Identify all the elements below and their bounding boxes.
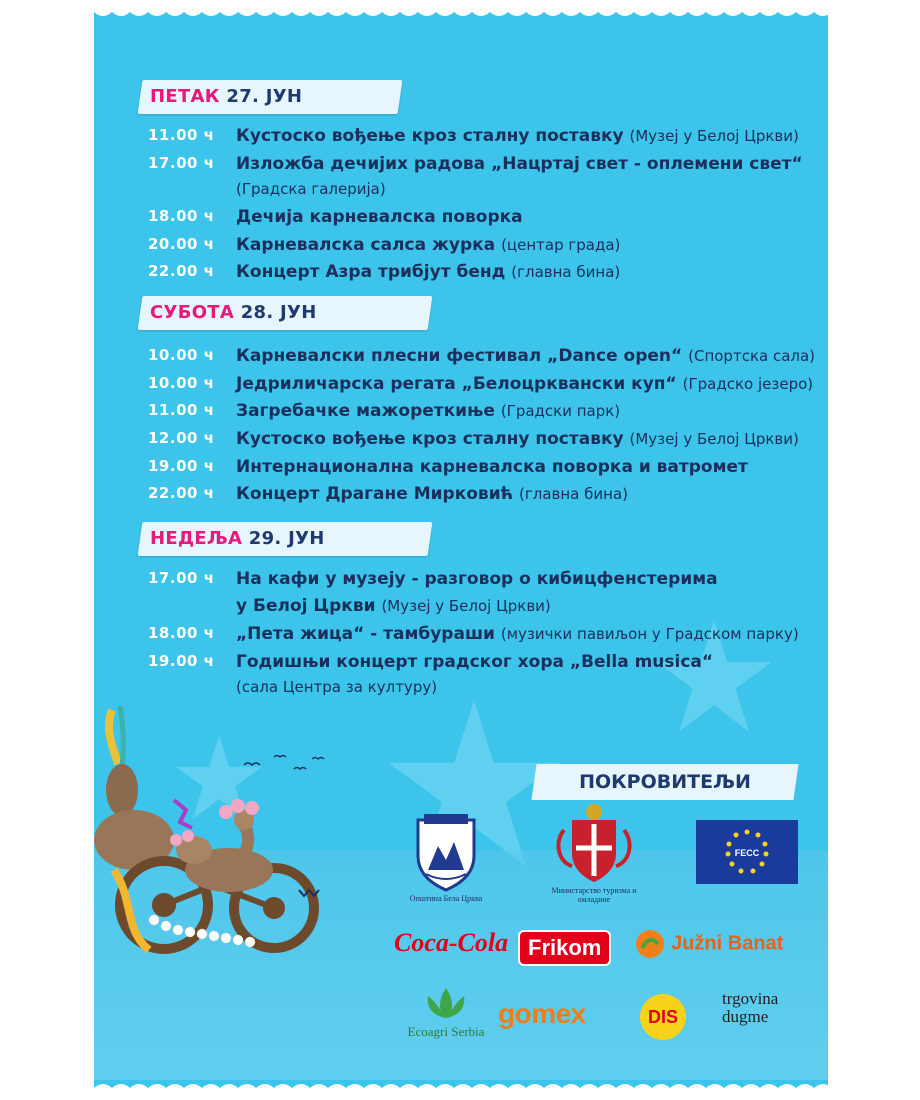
top-wave-border [94, 0, 828, 22]
event-time: 11.00 ч [148, 401, 215, 419]
ecoagri-logo [406, 986, 486, 1046]
event-location: (главна бина) [519, 485, 628, 503]
event-location: (Спортска сала) [688, 347, 816, 365]
coat-of-arms-icon [404, 812, 488, 892]
event-title: Концерт Азра трибјут бенд [236, 262, 506, 282]
bottom-wave-border [94, 1078, 828, 1100]
ministry-logo [544, 802, 644, 914]
event-time: 19.00 ч [148, 457, 215, 475]
eu-flag-icon [696, 820, 798, 884]
event-time: 22.00 ч [148, 262, 215, 280]
event-title: Загребачке мажореткиње [236, 401, 495, 421]
serbia-coat-of-arms-icon [544, 802, 644, 884]
event-title: Дечија карневалска поворка [236, 207, 523, 227]
event-location: (главна бина) [511, 263, 621, 281]
event-title-continued: у Белој Цркви [236, 596, 376, 616]
feather-icon [109, 706, 123, 766]
ecoagri-text: Ecoagri Serbia [407, 1024, 485, 1039]
event-time: 20.00 ч [148, 235, 215, 253]
day-name: СУБОТА [150, 302, 235, 323]
event-location: (музички павиљон у Градском парку) [500, 625, 799, 643]
day-heading [150, 522, 325, 556]
event-location: (Градско језеро) [682, 375, 814, 393]
poster [94, 0, 828, 1100]
event-time: 22.00 ч [148, 484, 215, 502]
dis-text: DIS [647, 1007, 678, 1027]
gomex-logo [498, 998, 586, 1030]
event-time: 10.00 ч [148, 346, 215, 364]
lotus-icon [416, 986, 476, 1020]
fecc-text: FECC [734, 848, 760, 858]
event-time: 19.00 ч [148, 652, 215, 670]
birds-icon [234, 745, 334, 785]
event-time: 17.00 ч [148, 569, 215, 587]
event-location: (Градски парк) [500, 402, 621, 420]
dugme-text: trgovina dugme [722, 989, 779, 1026]
patrons-title: ПОКРОВИТЕЉИ [579, 771, 751, 793]
event-title: Једриличарска регата „Белоцрквански куп“ [236, 374, 677, 394]
event-location: (Градска галерија) [236, 180, 386, 198]
municipality-logo [404, 812, 488, 908]
juzni-banat-text: Južni Banat [671, 932, 784, 955]
day-heading [150, 296, 317, 330]
fecc-logo [696, 820, 798, 884]
dis-logo [640, 994, 686, 1040]
coca-cola-logo: Coca-Cola [394, 928, 509, 957]
day-date: 28. ЈУН [240, 302, 317, 323]
event-time: 10.00 ч [148, 374, 215, 392]
carnival-figure-illustration [94, 700, 324, 990]
event-title: Изложба дечијих радова „Нацртај свет - оплемени свет“ [236, 154, 803, 174]
logo-caption: Општина Бела Црква [409, 894, 483, 903]
event-title: „Пета жица“ - тамбураши [236, 624, 495, 644]
logo-caption: Министарство туризма и омладине [551, 886, 637, 904]
event-title: На кафи у музеју - разговор о кибицфенстерима [236, 569, 718, 589]
juzni-banat-icon [634, 928, 666, 960]
event-title: Карневалска салса журка [236, 235, 496, 255]
day-name: ПЕТАК [150, 86, 220, 107]
event-time: 12.00 ч [148, 429, 215, 447]
event-title: Интернационална карневалска поворка и ватромет [236, 457, 748, 477]
day-date: 27. ЈУН [226, 86, 303, 107]
day-heading [150, 80, 302, 114]
frikom-logo [518, 930, 611, 966]
event-title: Кустоско вођење кроз сталну поставку [236, 126, 624, 146]
juzni-banat-logo [634, 928, 783, 962]
event-location: (Музеј у Белој Цркви) [381, 597, 551, 615]
event-time: 18.00 ч [148, 624, 215, 642]
event-location: (Музеј у Белој Цркви) [629, 127, 799, 145]
dugme-logo [722, 990, 802, 1040]
event-title: Кустоско вођење кроз сталну поставку [236, 429, 624, 449]
gomex-text: gomex [498, 998, 586, 1029]
day-name: НЕДЕЉА [150, 528, 243, 549]
event-time: 18.00 ч [148, 207, 215, 225]
event-location: (центар града) [501, 236, 621, 254]
event-location: (Музеј у Белој Цркви) [629, 430, 799, 448]
event-time: 17.00 ч [148, 154, 215, 172]
event-title: Карневалски плесни фестивал „Dance open“ [236, 346, 683, 366]
event-time: 11.00 ч [148, 126, 215, 144]
day-date: 29. ЈУН [248, 528, 325, 549]
event-location: (сала Центра за културу) [236, 678, 438, 696]
event-title: Годишњи концерт градског хора „Bella musica“ [236, 652, 714, 672]
event-title: Концерт Драгане Мирковић [236, 484, 514, 504]
frikom-text: Frikom [528, 935, 602, 960]
